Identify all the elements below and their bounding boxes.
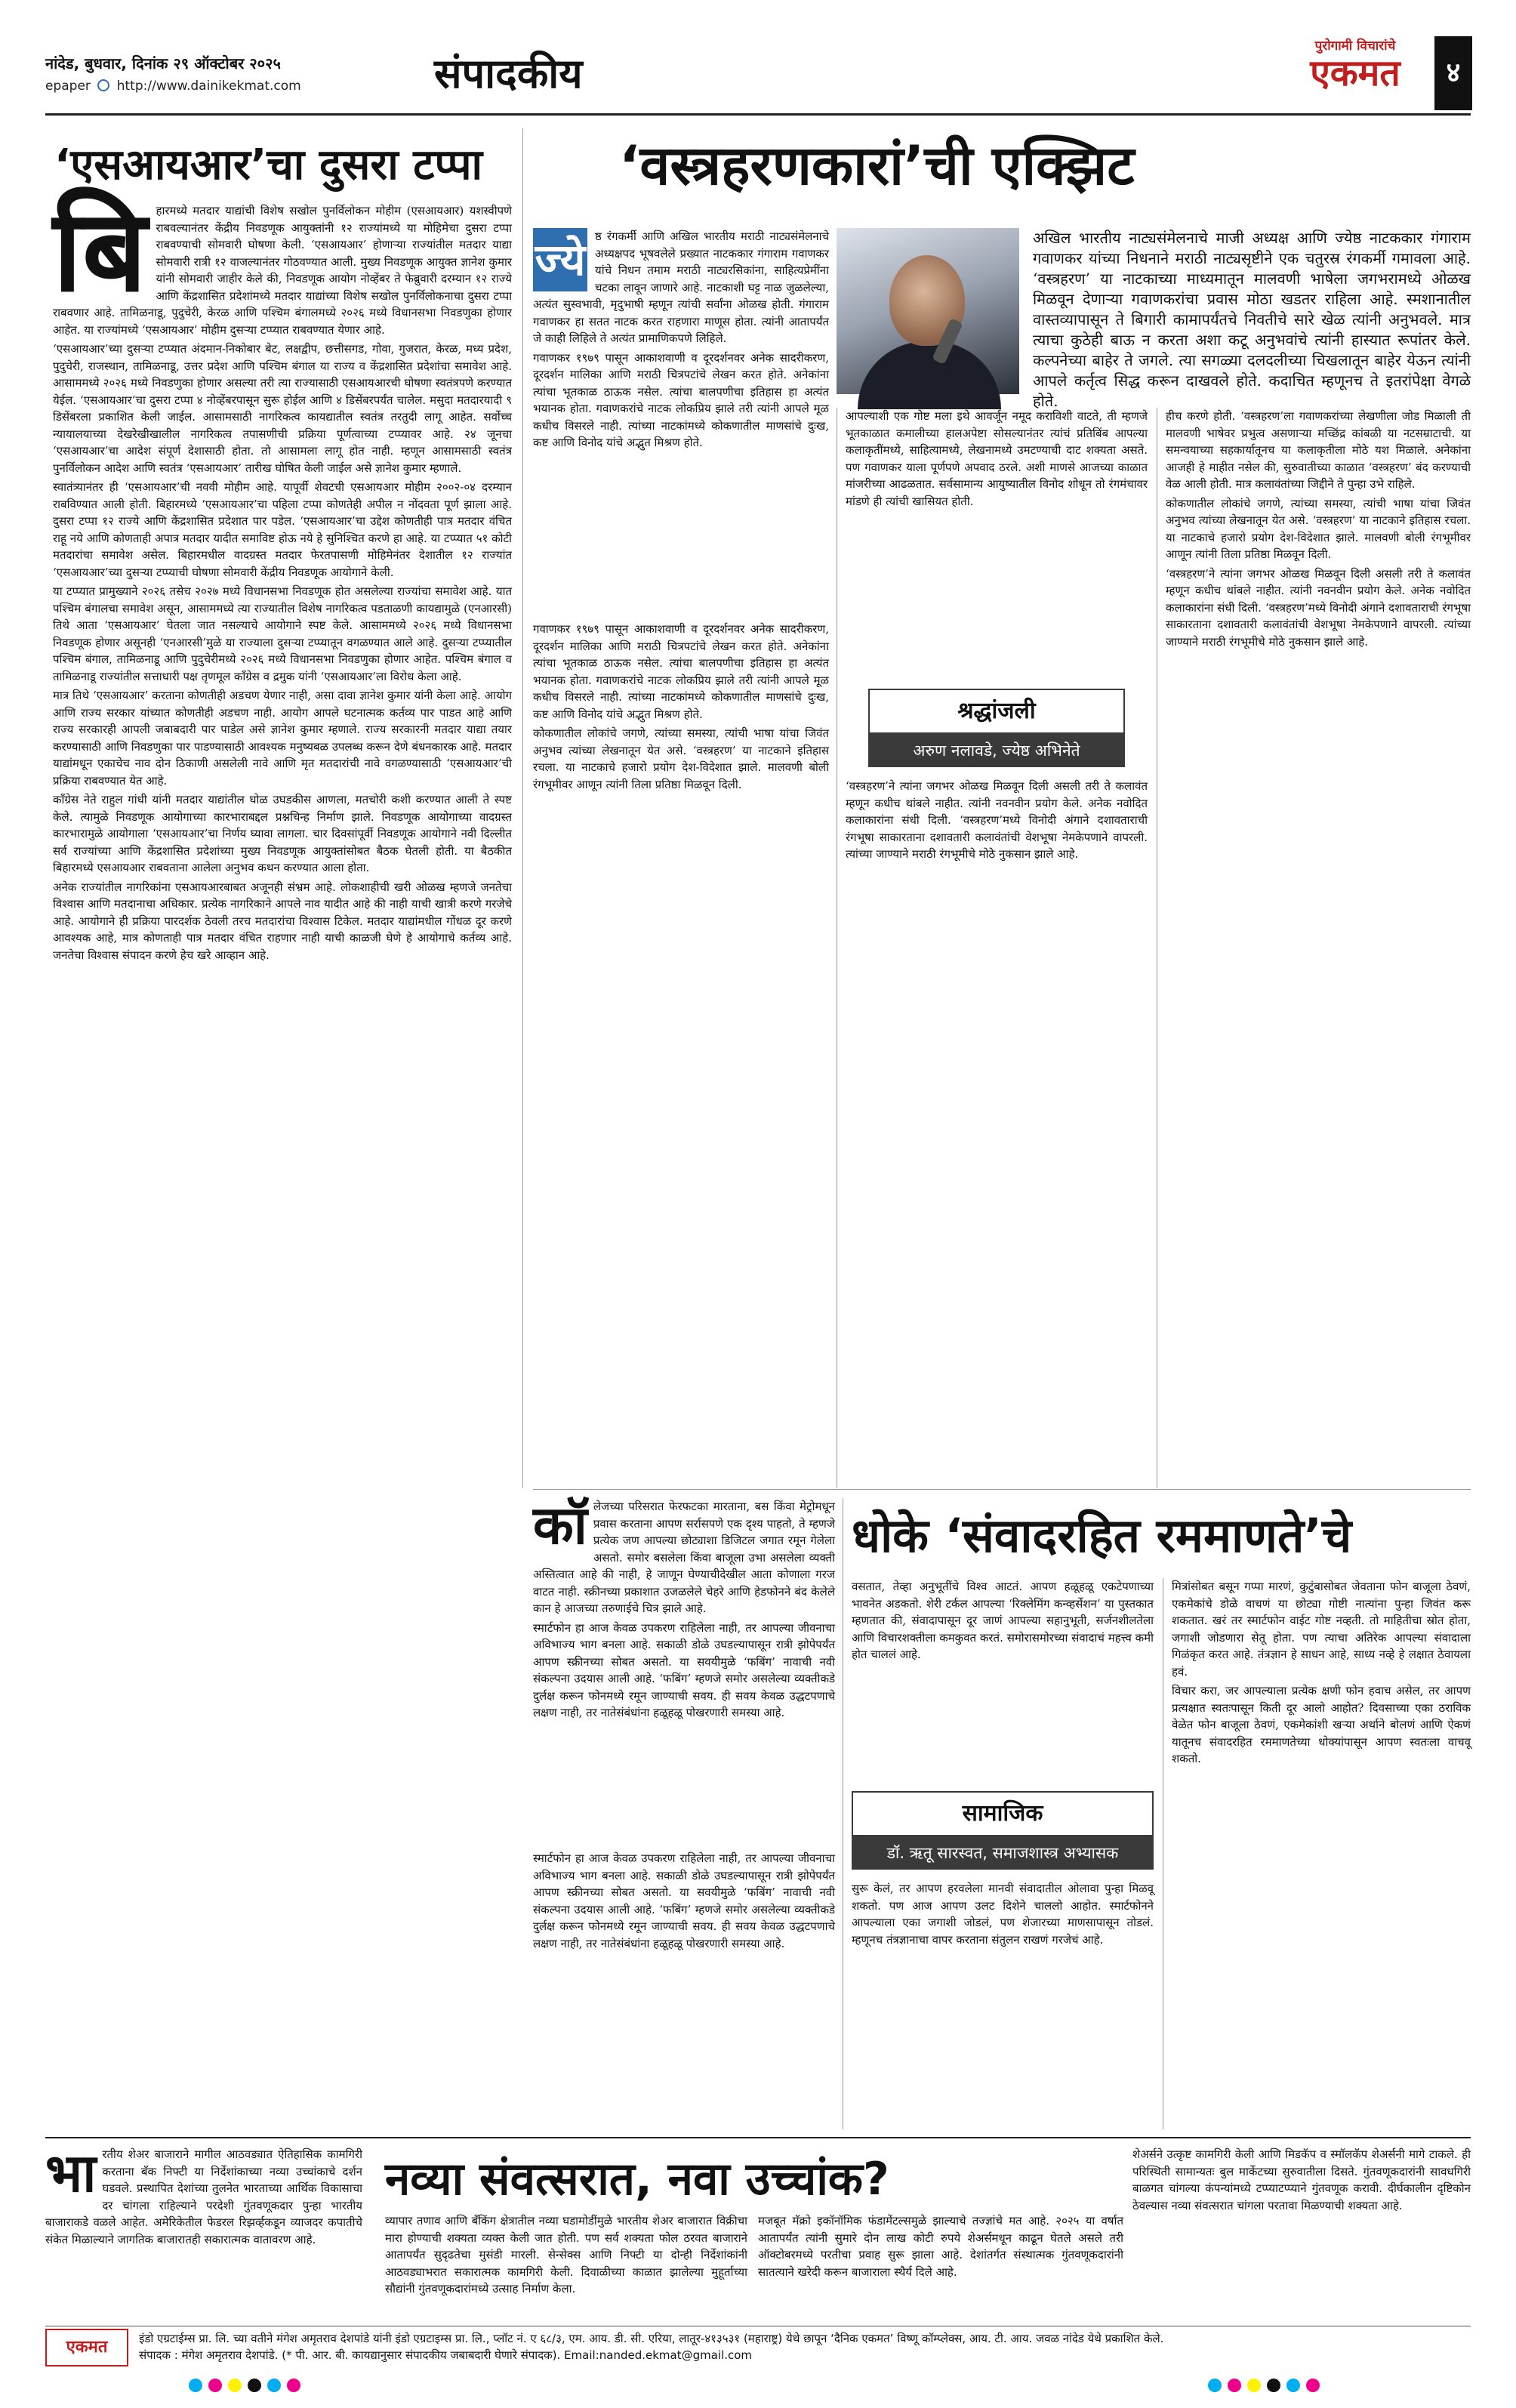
tribute-byline: अरुण नलावडे, ज्येष्ठ अभिनेते bbox=[913, 742, 1080, 760]
article4-column2 bbox=[385, 2212, 747, 2324]
author-photo bbox=[837, 228, 1019, 394]
epaper-line bbox=[45, 79, 301, 94]
column-divider bbox=[522, 128, 523, 1488]
article3-paragraph: सुरू केलं, तर आपण हरवलेला मानवी संवादातील ओलावा पुन्हा मिळवू शकतो. पण आज आपण उलट दिशेने चाललो आहोत. स्मार्टफोनने आपल्याला एका जगाशी जोडलं, पण शेजारच्या माणसापासून तोडलं. म्हणूनच तंत्रज्ञानाचा वापर करताना संतुलन राखणं गरजेचं आहे. bbox=[852, 1882, 1154, 1947]
article1-paragraph: काँग्रेस नेते राहुल गांधी यांनी मतदार याद्यांतील घोळ उघडकीस आणला, मतचोरी कशी करण्यात आली ते स्पष्ट केले. त्यामुळे निवडणूक आयोगाच्या कारभाराबद्दल प्रश्नचिन्ह निर्माण झाले. निवडणूक आयोगाच्या वादग्रस्त कारभारामुळे आयोगाला ‘एसआयआर’चा निर्णय घ्यावा लागला. चार दिवसांपूर्वी निवडणूक आयोगाने नवी दिल्लीत सर्व राज्यांच्या आणि केंद्रशासित प्रदेशांच्या मुख्य निवडणूक आयुक्तांसोबत बैठक घेतली होती. या बैठकीत बिहारमध्ये एसआयआर राबवताना आलेला अनुभव कथन करण्यात आला होता. bbox=[53, 793, 512, 874]
footer-imprint bbox=[139, 2330, 1471, 2363]
social-byline: डॉ. ऋतू सारस्वत, समाजशास्त्र अभ्यासक bbox=[886, 1844, 1119, 1862]
article3-column2-bottom bbox=[852, 1880, 1154, 2129]
article1-headline: ‘एसआयआर’चा दुसरा टप्पा bbox=[54, 140, 483, 190]
article1-paragraph: या टप्प्यात प्रामुख्याने २०२६ तसेच २०२७ मध्ये विधानसभा निवडणूक होत असलेल्या राज्यांचा समावेश आहे. यात पश्चिम बंगालचा समावेश असून, आसाममध्ये त्या राज्यातील विशेष नागरिकत्व पडताळणी कायद्यामुळे (एनआरसी) तिथे आता ‘एसआयआर’ घेतला जात नसल्याचे आयोगाने स्पष्ट केले. आसाममध्ये २०२६ मध्ये विधानसभा निवडणूक होणार असूनही ‘एनआरसी’मुळे या राज्याला दुसऱ्या टप्प्यातून वगळण्यात आले आहे. दुसऱ्या टप्प्यातील पश्चिम बंगाल, तामिळनाडू आणि पुदुचेरीमध्ये २०२६ मध्ये विधानसभा निवडणुका होणार आहेत. पश्चिम बंगाल व तामिळनाडू राज्यांतील सत्ताधारी पक्ष तृणमूल काँग्रेस व द्रमुक यांनी ‘एसआयआर’ला विरोध केला आहे. bbox=[53, 584, 512, 683]
brand-logo bbox=[1283, 36, 1427, 110]
article2-paragraph: आपल्याशी एक गोष्ट मला इथे आवर्जून नमूद कराविशी वाटते, ती म्हणजे भूतकाळात कमालीच्या हालअपेष्टा सोसल्यानंतर त्यांचं प्रतिबिंब आपल्या कलाकृतींमध्ये, साहित्यामध्ये, लेखनामध्ये उमटण्याची दाट शक्यता असते. पण गवाणकर याला पूर्णपणे अपवाद ठरले. अशी माणसे आजच्या काळात मांजरीच्या आढळतात. सर्वसामान्य आयुष्यातील विनोद शोधून तो रंगमंचावर मांडणे ही त्यांची खासियत होती. bbox=[846, 409, 1148, 508]
article4-headline: नव्या संवत्सरात, नवा उच्चांक? bbox=[385, 2153, 889, 2206]
article1-dropcap: बि bbox=[53, 186, 147, 317]
date-line: नांदेड, बुधवार, दिनांक २९ ऑक्टोबर २०२५ bbox=[45, 54, 281, 72]
article3-paragraph: वसतात, तेव्हा अनुभूतींचे विश्व आटतं. आपण हळूहळू एकटेपणाच्या भावनेत अडकतो. शेरी टर्कल आपल्या ‘रिक्लेमिंग कन्व्हर्सेशन’ या पुस्तकात म्हणतात की, संवादापासून दूर जाणं आपल्या सहानुभूती, सर्जनशीलतेला आणि विचारशक्तीला कमकुवत करतं. समोरासमोरच्या संवादाचं महत्त्व कमी होत चाललं आहे. bbox=[852, 1580, 1154, 1661]
registration-marks-right bbox=[1208, 2379, 1320, 2397]
article4-column3 bbox=[758, 2212, 1123, 2324]
tribute-title: श्रद्धांजली bbox=[868, 689, 1125, 734]
article2-column3 bbox=[1166, 408, 1471, 1488]
header-divider bbox=[45, 113, 1471, 116]
section-title: संपादकीय bbox=[434, 50, 583, 97]
social-box bbox=[852, 1791, 1154, 1870]
page-number: ४ bbox=[1434, 36, 1472, 110]
article2-paragraph: कोकणातील लोकांचे जगणे, त्यांच्या समस्या, त्यांची भाषा यांचा जिवंत अनुभव त्यांच्या लेखनातून येत असे. ‘वस्त्रहरण’ या नाटकाने इतिहास रचला. या नाटकाचे हजारो प्रयोग देश-विदेशात झाले. मालवणी बोली रंगभूमीवर आणून त्यांनी तिला प्रतिष्ठा मिळवून दिली. bbox=[1166, 496, 1471, 561]
article2-paragraph: गवाणकर १९७९ पासून आकाशवाणी व दूरदर्शनवर अनेक सादरीकरण, दूरदर्शन मालिका आणि मराठी चित्रपटांचे लेखन करत होते. अनेकांना त्यांचा भूतकाळ ठाऊक नसेल. त्यांचा बालपणीचा इतिहास हा अत्यंत भयानक होता. गवाणकरांचे नाटक लोकप्रिय झाले तरी त्यांनी आपले मूळ कधीच विसरले नाही. त्यांच्या नाटकांमध्ये कोकणातील माणसांचे दुःख, कष्ट आणि विनोद यांचे अद्भुत मिश्रण होते. bbox=[533, 350, 829, 449]
article2-paragraph: कोकणातील लोकांचे जगणे, त्यांच्या समस्या, त्यांची भाषा यांचा जिवंत अनुभव त्यांच्या लेखनातून येत असे. ‘वस्त्रहरण’ या नाटकाने इतिहास रचला. या नाटकाचे हजारो प्रयोग देश-विदेशात झाले. मालवणी बोली रंगभूमीवर आणून त्यांनी तिला प्रतिष्ठा मिळवून दिली. bbox=[533, 726, 829, 791]
article2-paragraph: हीच करणे होती. ‘वस्त्रहरण’ला गवाणकरांच्या लेखणीला जोड मिळाली ती मालवणी भाषेवर प्रभुत्व असणाऱ्या मच्छिंद्र कांबळी या नटसम्राटाची. या समन्वयाच्या सहकार्यातूनच या कलाकृतीला मोठे यश मिळाले. अनेकांना आजही हे माहीत नसेल की, सुरुवातीच्या काळात ‘वस्त्रहरण’ बंद करण्याची वेळ आली होती. मात्र कलावंतांच्या जिद्दीने ते पुन्हा उभे राहिले. bbox=[1166, 409, 1471, 491]
article2-column2-bottom bbox=[846, 778, 1148, 1488]
article3-column1 bbox=[533, 1494, 835, 1845]
article3-paragraph: स्मार्टफोन हा आज केवळ उपकरण राहिलेला नाही, तर आपल्या जीवनाचा अविभाज्य भाग बनला आहे. सकाळी डोळे उघडल्यापासून रात्री झोपेपर्यंत आपण स्क्रीनच्या सोबत असतो. या सवयीमुळे ‘फबिंग’ नावाची नवी संकल्पना उदयास आली आहे. ‘फबिंग’ म्हणजे समोर असलेल्या व्यक्तीकडे दुर्लक्ष करून फोनमध्ये रमून जाण्याची सवय. ही सवय केवळ उद्धटपणाचे लक्षण नाही, तर नातेसंबंधांना हळूहळू पोखरणारी समस्या आहे. bbox=[533, 1851, 835, 1950]
article1-body bbox=[53, 186, 512, 1486]
article3-dropcap: कॉ bbox=[533, 1494, 587, 1556]
article1-paragraph: ‘एसआयआर’च्या दुसऱ्या टप्प्यात अंदमान-निकोबार बेट, लक्षद्वीप, छत्तीसगड, गोवा, गुजरात, केरळ, मध्य प्रदेश, पुदुचेरी, राजस्थान, तामिळनाडू, उत्तर प्रदेश आणि पश्चिम बंगाल या राज्य व केंद्रशासित प्रदेशांचा समावेश आहे. आसाममध्ये २०२६ मध्ये निवडणुका होणार असल्या तरी त्या राज्यासाठी एसआयआरची घोषणा स्वतंत्रपणे करण्यात येईल. ‘एसआयआर’चा दुसरा टप्पा ४ नोव्हेंबरपासून सुरू होईल आणि ४ डिसेंबरपर्यंत चालेल. मसुदा मतदारयादी ९ डिसेंबरला प्रकाशित केली जाईल. आसामसाठी नागरिकत्व कायद्यातील स्वतंत्र तरतुदी लागू आहेत. सर्वोच्च न्यायालयाच्या देखरेखीखालील नागरिकत्व तपासणीची प्रक्रिया पूर्णत्वाच्या टप्प्यावर आहे. २४ जूनचा ‘एसआयआर’चा आदेश संपूर्ण देशासाठी होता. तो आसामला लागू होत नाही. म्हणून आसामसाठी स्वतंत्र पुनर्विलोकन आदेश आणि स्वतंत्र ‘एसआयआर’ तारीख घोषित केली जाईल असे ज्ञानेश कुमार म्हणाले. bbox=[53, 342, 512, 475]
article4-column4 bbox=[1132, 2146, 1471, 2324]
article2-paragraph: गवाणकर १९७९ पासून आकाशवाणी व दूरदर्शनवर अनेक सादरीकरण, दूरदर्शन मालिका आणि मराठी चित्रपटांचे लेखन करत होते. अनेकांना त्यांचा भूतकाळ ठाऊक नसेल. त्यांचा बालपणीचा इतिहास हा अत्यंत भयानक होता. गवाणकरांचे नाटक लोकप्रिय झाले तरी त्यांनी आपले मूळ कधीच विसरले नाही. त्यांच्या नाटकांमध्ये कोकणातील माणसांचे दुःख, कष्ट आणि विनोद यांचे अद्भुत मिश्रण होते. bbox=[533, 622, 829, 721]
social-title: सामाजिक bbox=[852, 1791, 1154, 1836]
article1-paragraph: मात्र तिथे ‘एसआयआर’ करताना कोणतीही अडचण येणार नाही, असा दावा ज्ञानेश कुमार यांनी केला आहे. आयोग आणि राज्य सरकार यांच्यात कोणतीही अडचण नाही. आयोग आपले घटनात्मक कर्तव्य पार पाडत आहे आणि राज्य सरकारही आपली जबाबदारी पार पाडेल असे ज्ञानेश कुमार म्हणाले. राज्य सरकारनी मतदार याद्या तयार करण्यासाठी आणि निवडणुका पार पाडण्यासाठी आवश्यक मनुष्यबळ उपलब्ध करून देणे बंधनकारक आहे. मतदार याद्यांमधून एकाचेच नाव दोन ठिकाणी असलेली नावे आणि मृत मतदारांची नावे वगळण्यासाठी ‘एसआयआर’ची प्रक्रिया राबवण्यात येत आहे. bbox=[53, 689, 512, 788]
registration-marks-left bbox=[189, 2379, 300, 2397]
article2-column2-top bbox=[846, 408, 1148, 680]
article4-column1 bbox=[45, 2142, 362, 2324]
article2-paragraph: ‘वस्त्रहरण’ने त्यांना जगभर ओळख मिळवून दिली असली तरी ते कलावंत म्हणून कधीच थांबले नाहीत. त्यांनी नवनवीन प्रयोग केले. अनेक नवोदित कलाकारांना संधी दिली. ‘वस्त्रहरण’मध्ये विनोदी अंगाने दशावताराची रंगभूषा साकारताना दशावतारी कलावंतांची वेशभूषा नेमकेपणाने वापरली. त्यांच्या जाण्याने मराठी रंगभूमीचे मोठे नुकसान झाले आहे. bbox=[846, 779, 1148, 861]
brand-tagline: पुरोगामी विचारांचे bbox=[1314, 39, 1396, 54]
article2-headline: ‘वस्त्रहरणकारां’ची एक्झिट bbox=[619, 134, 1135, 197]
article2-paragraph: ष्ठ रंगकर्मी आणि अखिल भारतीय मराठी नाट्यसंमेलनाचे अध्यक्षपद भूषवलेले प्रख्यात नाटककार गंगाराम गवाणकर यांचे निधन तमाम मराठी नाट्यरसिकांना, साहित्यप्रेमींना चटका लावून जाणारे आहे. नाटकाशी घट्ट नाळ जुळलेल्या, अत्यंत सुस्वभावी, मृदुभाषी म्हणून त्यांची सर्वांना ओळख होती. गंगाराम गवाणकर हा सतत नाटक करत राहणारा माणूस होता. त्यांनी आतापर्यंत जे काही लिहिले ते अत्यंत प्रामाणिकपणे लिहिले. bbox=[533, 230, 829, 345]
article2-column1 bbox=[533, 621, 829, 1488]
article4-paragraph: मजबूत मॅक्रो इकॉनॉमिक फंडामेंटल्समुळे झाल्याचे तज्ज्ञांचे मत आहे. २०२५ या वर्षात आतापर्यंत त्यांनी सुमारे दोन लाख कोटी रुपये शेअर्समधून काढून घेतले असले तरी ऑक्टोबरमध्ये परतीचा प्रवाह सुरू झाला आहे. देशांतर्गत संस्थात्मक गुंतवणूकदारांनी सातत्याने खरेदी करून बाजाराला स्थैर्य दिले आहे. bbox=[758, 2214, 1123, 2279]
section-divider bbox=[45, 2137, 1471, 2138]
article3-column1-bottom bbox=[533, 1850, 835, 2129]
article1-paragraph: हारमध्ये मतदार याद्यांची विशेष सखोल पुनर्विलोकन मोहीम (एसआयआर) यशस्वीपणे राबवल्यानंतर केंद्रीय निवडणूक आयुक्तांनी १२ राज्यांमध्ये या मोहिमेचा दुसरा टप्पा राबवण्याची सोमवारी घोषणा केली. ‘एसआयआर’ होणाऱ्या राज्यांतील मतदार याद्या सोमवारी रात्री १२ वाजल्यानंतर गोठवण्यात आली. मुख्य निवडणूक आयुक्त ज्ञानेश कुमार यांनी सोमवारी जाहीर केले की, निवडणूक आयोग नोव्हेंबर ते फेब्रुवारी दरम्यान १२ राज्ये आणि केंद्रशासित प्रदेशांमध्ये मतदार याद्यांच्या विशेष सखोल पुनर्विलोकनाचा दुसरा टप्पा राबवणार आहे. तामिळनाडू, पुदुचेरी, केरळ आणि पश्चिम बंगालमध्ये २०२६ मध्ये विधानसभा निवडणुका होणार आहेत. या राज्यांमध्ये ‘एसआयआर’ मोहीम दुसऱ्या टप्प्यात राबवण्यात येणार आहे. bbox=[53, 204, 512, 337]
brand-name: एकमत bbox=[1310, 52, 1400, 94]
website-link[interactable]: http://www.dainikekmat.com bbox=[116, 79, 301, 94]
article2-paragraph: ‘वस्त्रहरण’ने त्यांना जगभर ओळख मिळवून दिली असली तरी ते कलावंत म्हणून कधीच थांबले नाहीत. त्यांनी नवनवीन प्रयोग केले. अनेक नवोदित कलाकारांना संधी दिली. ‘वस्त्रहरण’मध्ये विनोदी अंगाने दशावताराची रंगभूषा साकारताना दशावतारी कलावंतांची वेशभूषा नेमकेपणाने वापरली. त्यांच्या जाण्याने मराठी रंगभूमीचे मोठे नुकसान झाले आहे. bbox=[1166, 566, 1471, 649]
article1-paragraph: स्वातंत्र्यानंतर ही ‘एसआयआर’ची नववी मोहीम आहे. यापूर्वी शेवटची एसआयआर मोहीम २००२-०४ दरम्यान राबविण्यात आली होती. बिहारमध्ये ‘एसआयआर’चा पहिला टप्पा कोणतेही अपील न नोंदवता पूर्ण झाला आहे. दुसरा टप्पा १२ राज्ये आणि केंद्रशासित प्रदेशात पार पडेल. ‘एसआयआर’चा उद्देश कोणतीही पात्र मतदार वंचित राहू नये आणि कोणताही अपात्र मतदार यादीत समाविष्ट होऊ नये हे सुनिश्चित करणे हा आहे. या टप्प्यात ५१ कोटी मतदारांचा समावेश असेल. बिहारमधील वादग्रस्त मतदार फेरतपासणी मोहिमेनंतर देशातील १२ राज्यांत ‘एसआयआर’च्या दुसऱ्या टप्प्याची घोषणा सोमवारी केंद्रीय निवडणूक आयोगाने केली. bbox=[53, 480, 512, 579]
section-divider bbox=[533, 1489, 1471, 1490]
footer-logo: एकमत bbox=[45, 2329, 128, 2366]
article3-paragraph: स्मार्टफोन हा आज केवळ उपकरण राहिलेला नाही, तर आपल्या जीवनाचा अविभाज्य भाग बनला आहे. सकाळी डोळे उघडल्यापासून रात्री झोपेपर्यंत आपण स्क्रीनच्या सोबत असतो. या सवयीमुळे ‘फबिंग’ नावाची नवी संकल्पना उदयास आली आहे. ‘फबिंग’ म्हणजे समोर असलेल्या व्यक्तीकडे दुर्लक्ष करून फोनमध्ये रमून जाण्याची सवय. ही सवय केवळ उद्धटपणाचे लक्षण नाही, तर नातेसंबंधांना हळूहळू पोखरणारी समस्या आहे. bbox=[533, 1620, 835, 1719]
epaper-label: epaper bbox=[45, 79, 91, 94]
article3-headline: धोके ‘संवादरहित रममाणते’चे bbox=[852, 1508, 1352, 1563]
article4-paragraph: व्यापार तणाव आणि बँकिंग क्षेत्रातील नव्या घडामोडींमुळे भारतीय शेअर बाजारात विक्रीचा मारा होण्याची शक्यता व्यक्त केली जात होती. पण सर्व शक्यता फोल ठरवत बाजाराने आतापर्यंत सुदृढतेचा मुसंडी मारली. सेन्सेक्स आणि निफ्टी या दोन्ही निर्देशांकांनी आठवड्याभरात सकारात्मक कामगिरी केली. दिवाळीच्या काळात झालेल्या मुहूर्ताच्या सौद्यांनी गुंतवणूकदारांमध्ये उत्साह निर्माण केला. bbox=[385, 2214, 747, 2295]
footer-line1: इंडो एग्रटाईम्स प्रा. लि. च्या वतीने मंगेश अमृतराव देशपांडे यांनी इंडो एग्रटाइम्स प्रा. लि., प्लॉट नं. ए ६८/३, एम. आय. डी. सी. एरिया, लातूर-४१३५३१ (महाराष्ट्र) येथे छापून ‘दैनिक एकमत’ विष्णू कॉम्प्लेक्स, आय. टी. आय. जवळ नांदेड येथे प्रकाशित केले. bbox=[139, 2332, 1164, 2345]
article2-standfirst: अखिल भारतीय नाट्यसंमेलनाचे माजी अध्यक्ष आणि ज्येष्ठ नाटककार गंगाराम गवाणकर यांच्या निधनाने मराठी नाट्यसृष्टीने एक चतुरस्र रंगकर्मी गमावला आहे. ‘वस्त्रहरण’ या नाटकाच्या माध्यमातून मालवणी भाषेला जगभरामध्ये ओळख मिळवून देणाऱ्या गवाणकरांचा प्रवास मोठा खडतर राहिला आहे. स्मशानातील वास्तव्यापासून ते बिगारी कामापर्यंतचे निवतीचे सारे खेळ त्यांनी अनुभवले. मात्र त्याचा कुठेही बाऊ न करता अशा कटू अनुभवांचे त्यांनी हास्यात रूपांतर केले. कल्पनेच्या बाहेर ते जगले. त्या सगळ्या दलदलीच्या चिखलातून बाहेर येऊन त्यांनी आपले कर्तृत्व सिद्ध करून दाखवले होते. कदाचित म्हणूनच ते इतरांपेक्षा वेगळे होते. bbox=[1033, 229, 1471, 410]
article3-column2-top bbox=[852, 1578, 1154, 1805]
article3-paragraph: लेजच्या परिसरात फेरफटका मारताना, बस किंवा मेट्रोमधून प्रवास करताना आपण सर्रासपणे एक दृश्य पाहतो, ते म्हणजे प्रत्येक जण आपल्या छोट्याशा डिजिटल जगात रमून गेलेला असतो. समोर बसलेला किंवा बाजूला उभा असलेला व्यक्ती अस्तित्वात आहे की नाही, हे जाणून घेण्याचीदेखील आता कोणाला गरज वाटत नाही. स्क्रीनच्या प्रकाशात उजळलेले चेहरे आणि हेडफोनने बंद केलेले कान हे आजच्या तरुणाईचे चित्र झाले आहे. bbox=[533, 1500, 835, 1615]
article2-dropcap: ज्ये bbox=[533, 228, 587, 291]
article3-column3 bbox=[1172, 1578, 1471, 2129]
photo-figure bbox=[858, 341, 1001, 409]
article2-intro bbox=[533, 228, 829, 621]
article4-dropcap: भा bbox=[45, 2142, 97, 2204]
article4-paragraph: शेअर्सने उत्कृष्ट कामगिरी केली आणि मिडकॅप व स्मॉलकॅप शेअर्सनी मागे टाकले. ही परिस्थिती सामान्यतः बुल मार्केटच्या सुरुवातीला दिसते. गुंतवणूकदारांनी सावधगिरी बाळगत चांगल्या कंपन्यांमध्ये टप्प्याटप्प्याने गुंतवणूक करावी. दीर्घकालीन दृष्टिकोन ठेवल्यास नव्या संवत्सरात चांगला परतावा मिळण्याची शक्यता आहे. bbox=[1132, 2147, 1471, 2212]
article3-paragraph: मित्रांसोबत बसून गप्पा मारणं, कुटुंबासोबत जेवताना फोन बाजूला ठेवणं, एकमेकांचे डोळे वाचणं या छोट्या गोष्टी नात्यांना पुन्हा जिवंत करू शकतात. खरं तर स्मार्टफोन वाईट गोष्ट नव्हती. तो माहितीचा स्रोत होता, जगाशी जोडणारा सेतू होता. पण त्याचा अतिरेक आपल्या संवादाला गिळंकृत करत आहे. तंत्रज्ञान हे साधन आहे, साध्य नव्हे हे लक्षात ठेवायला हवं. bbox=[1172, 1580, 1471, 1679]
globe-icon bbox=[97, 79, 109, 91]
article1-paragraph: अनेक राज्यांतील नागरिकांना एसआयआरबाबत अजूनही संभ्रम आहे. लोकशाहीची खरी ओळख म्हणजे जनतेचा विश्वास आणि मतदानाचा अधिकार. प्रत्येक नागरिकाने आपले नाव यादीत आहे की नाही याची खात्री करणे गरजेचे आहे. आयोगाने ही प्रक्रिया पारदर्शक ठेवली तरच मतदारांचा विश्वास टिकेल. मतदार याद्यांमधील गोंधळ दूर करणे आवश्यक आहे, मात्र कोणताही पात्र मतदार वंचित राहणार नाही याची काळजी घेणे हे आयोगाचे कर्तव्य आहे. जनतेचा विश्वास संपादन करणे हेच खरे आव्हान आहे. bbox=[53, 880, 512, 962]
article3-paragraph: विचार करा, जर आपल्याला प्रत्येक क्षणी फोन हवाच असेल, तर आपण प्रत्यक्षात स्वतःपासून किती दूर आलो आहोत? दिवसाच्या एका ठराविक वेळेत फोन बाजूला ठेवणं, एकमेकांशी खऱ्या अर्थाने बोलणं आणि ऐकणं यातूनच संवादरहित रममाणतेच्या धोक्यांपासून आपण स्वतःला वाचवू शकतो. bbox=[1172, 1684, 1471, 1765]
footer-line2: संपादक : मंगेश अमृतराव देशपांडे. (* पी. आर. बी. कायद्यानुसार संपादकीय जबाबदारी घेणारे संपादक). Email:nanded.ekmat@gmail.com bbox=[139, 2348, 753, 2362]
tribute-box bbox=[868, 689, 1125, 767]
article4-paragraph: रतीय शेअर बाजाराने मागील आठवड्यात ऐतिहासिक कामगिरी करताना बँक निफ्टी या निर्देशांकाच्या नव्या उच्चांकाचे दर्शन घडवले. प्रस्थापित देशांच्या तुलनेत भारताच्या आर्थिक विकासाचा दर चांगला राहिल्याने परदेशी गुंतवणूकदार पुन्हा भारतीय बाजाराकडे वळले आहेत. अमेरिकेतील फेडरल रिझर्व्हकडून व्याजदर कपातीचे संकेत मिळाल्याने जागतिक बाजारातही सकारात्मक वातावरण आहे. bbox=[45, 2147, 362, 2246]
